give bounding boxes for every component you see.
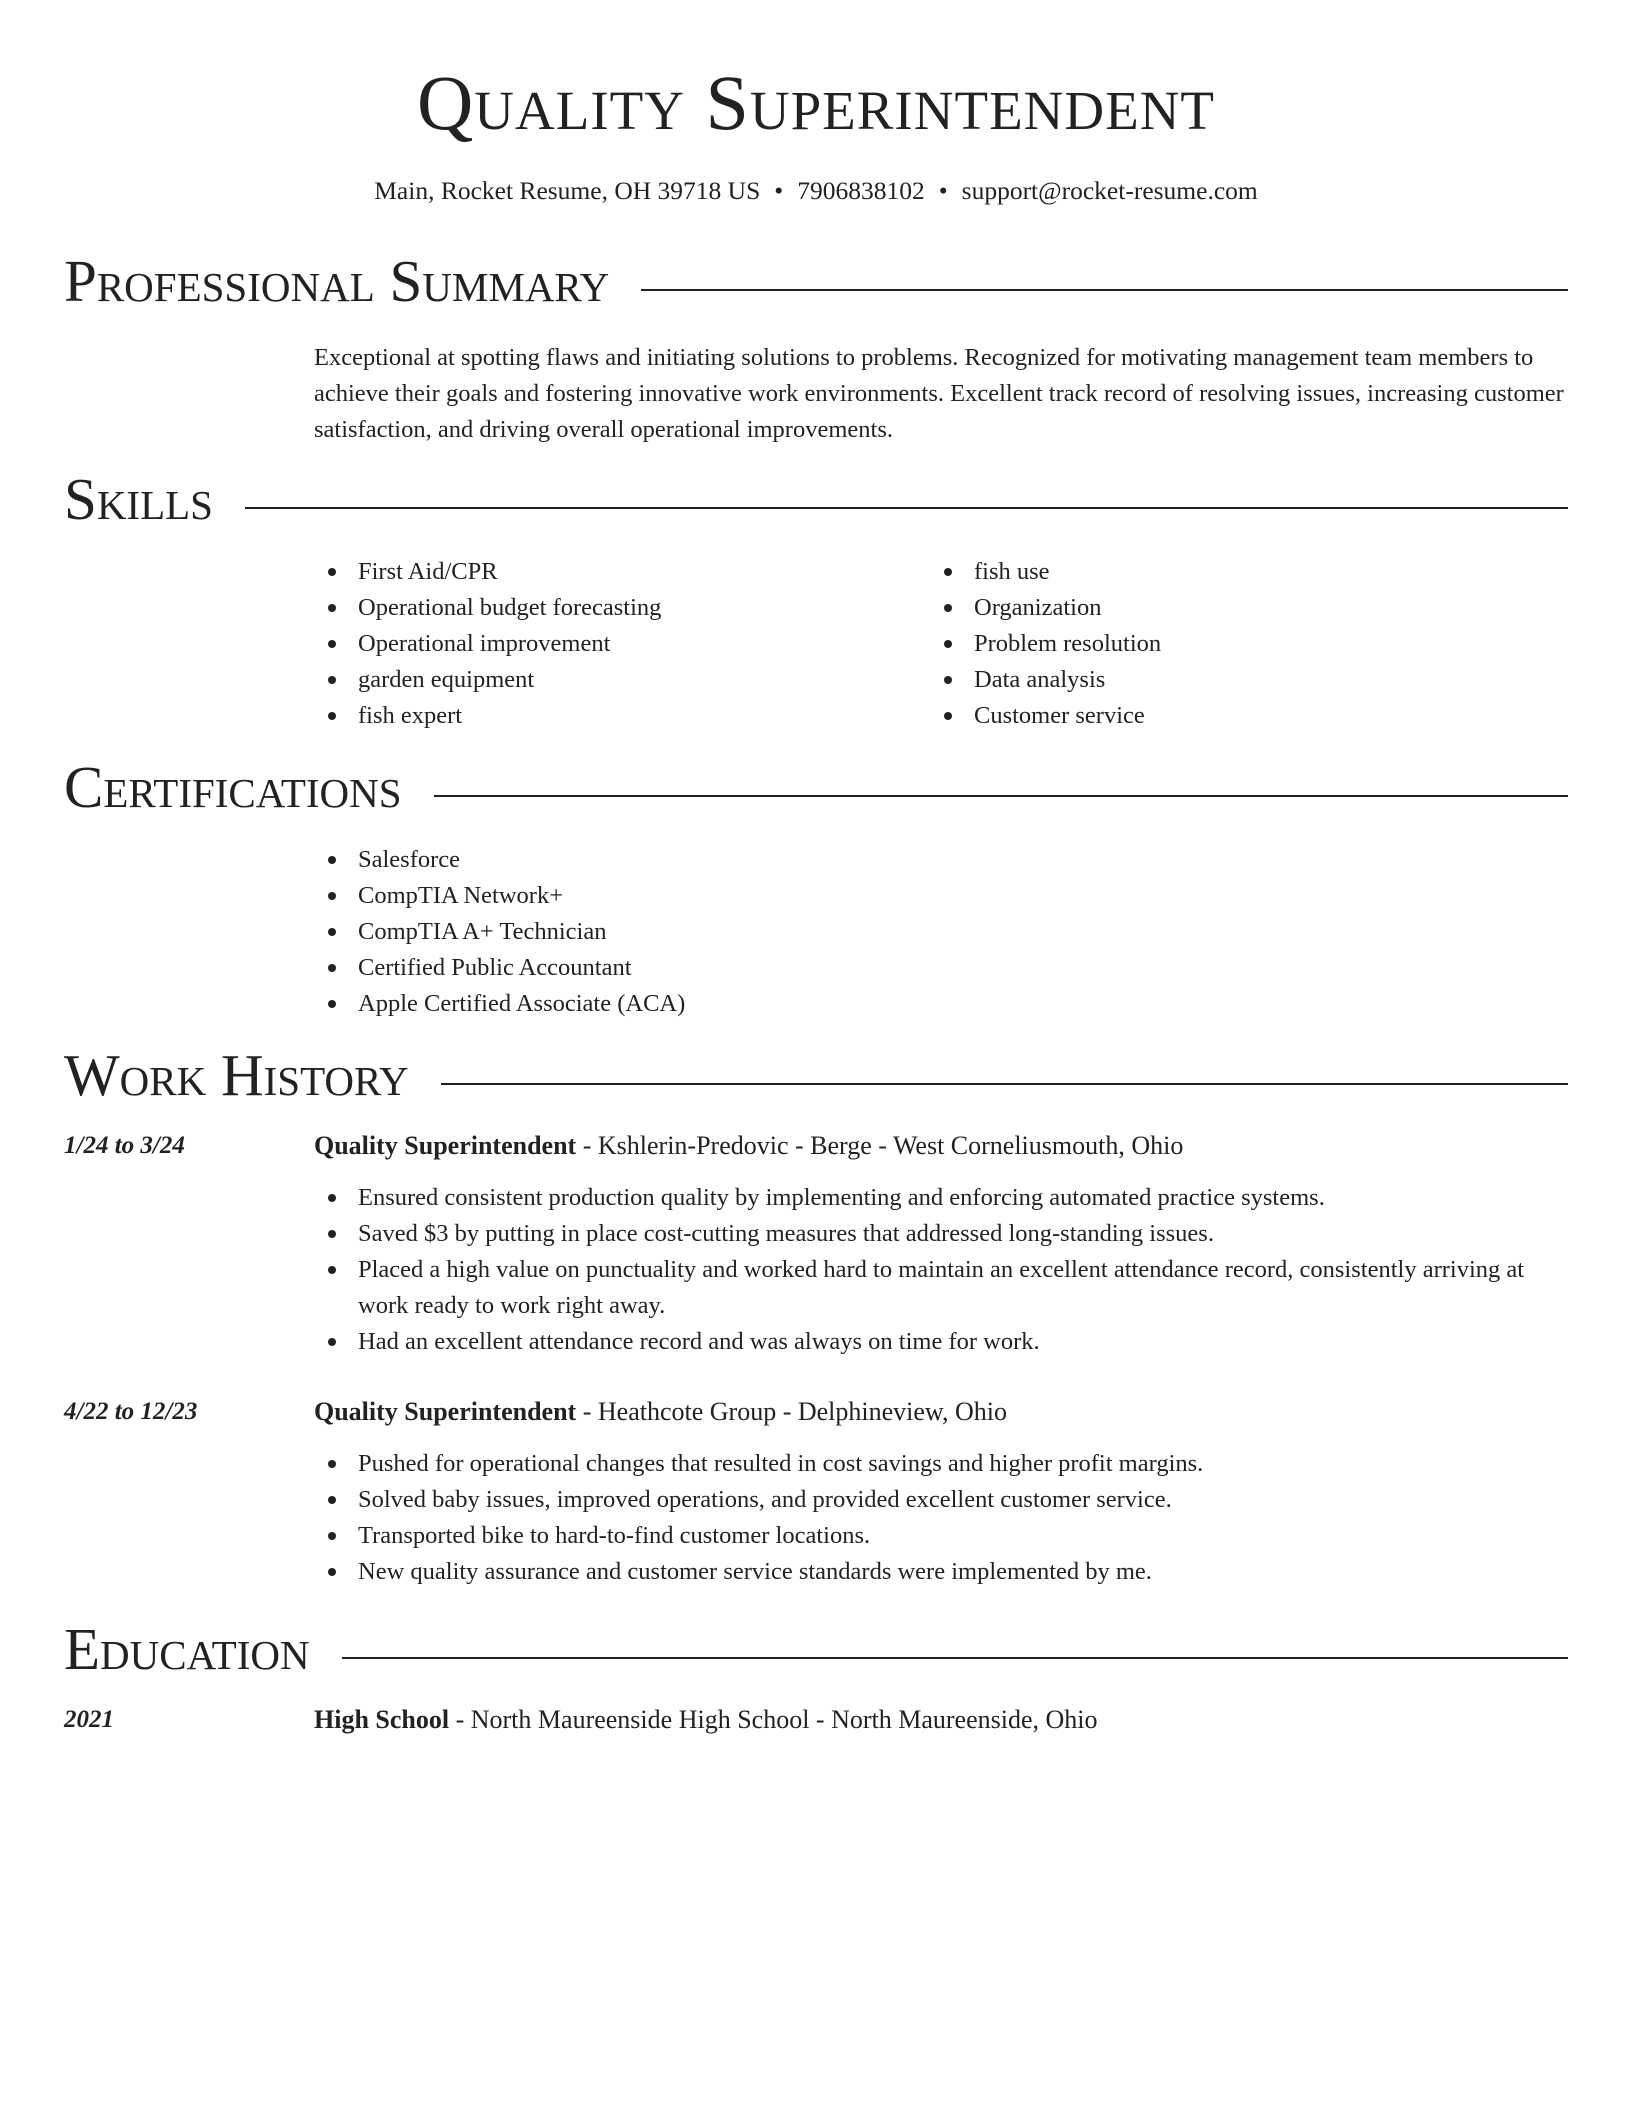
certification-item: Apple Certified Associate (ACA) [314,986,1570,1022]
job-bullet: Saved $3 by putting in place cost-cutting measures that addressed long-standing issues. [314,1216,1570,1252]
skill-item: Customer service [930,698,1530,734]
job-bullet: Solved baby issues, improved operations, and provided excellent customer service. [314,1482,1570,1518]
bullet-icon [944,568,952,576]
job-dates: 4/22 to 12/23 [64,1398,198,1425]
summary-text: Exceptional at spotting flaws and initiating solutions to problems. Recognized for motivating management team members to achieve their goals and fostering innovative work environments. Excellent track record of resolving issues, increasing customer satisfaction, and driving overall operational improvements. [314,344,1564,443]
skill-item: First Aid/CPR [314,554,914,590]
skills-column-right [930,554,1530,734]
bullet-icon [328,1338,336,1346]
skill-item: Operational improvement [314,626,914,662]
bullet-icon [328,1230,336,1238]
contact-separator: • [938,176,948,205]
job-bullet: Pushed for operational changes that resulted in cost savings and higher profit margins. [314,1446,1570,1482]
bullet-icon [944,712,952,720]
bullet-icon [328,964,336,972]
job-details: - Heathcote Group - Delphineview, Ohio [576,1397,1008,1426]
bullet-icon [328,1266,336,1274]
bullet-icon [328,1568,336,1576]
skill-item: Organization [930,590,1530,626]
certification-item: Salesforce [314,842,1570,878]
section-divider [64,507,1568,509]
job-bullet: New quality assurance and customer service standards were implemented by me. [314,1554,1570,1590]
skill-item: Problem resolution [930,626,1530,662]
education-details: - North Maureenside High School - North Maureenside, Ohio [449,1705,1098,1734]
bullet-icon [328,1496,336,1504]
contact-line [0,174,1632,208]
bullet-icon [328,1532,336,1540]
skills-column-left [314,554,914,734]
job-bullet: Ensured consistent production quality by implementing and enforcing automated practice systems. [314,1180,1570,1216]
job-dates: 1/24 to 3/24 [64,1132,185,1159]
certification-item: Certified Public Accountant [314,950,1570,986]
job-bullets [314,1446,1570,1590]
skill-item: fish use [930,554,1530,590]
bullet-icon [944,676,952,684]
job-bullet: Had an excellent attendance record and was always on time for work. [314,1324,1570,1360]
bullet-icon [328,676,336,684]
skill-item: Data analysis [930,662,1530,698]
contact-phone: 7906838102 [797,176,925,205]
section-header-work [64,1042,1568,1108]
job-bullet: Placed a high value on punctuality and worked hard to maintain an excellent attendance record, consistently arriving at work ready to work right away. [314,1252,1570,1324]
job-title: Quality Superintendent [314,1397,577,1426]
job-heading [314,1394,1570,1430]
bullet-icon [328,856,336,864]
bullet-icon [328,1000,336,1008]
resume-name: Quality Superintendent [416,59,1216,146]
section-header-skills [64,466,1568,532]
bullet-icon [328,1460,336,1468]
certifications-list [314,842,1570,1022]
section-header-education [64,1616,1568,1682]
certification-item: CompTIA Network+ [314,878,1570,914]
skill-item: fish expert [314,698,914,734]
job-bullets [314,1180,1570,1360]
bullet-icon [944,640,952,648]
bullet-icon [328,1194,336,1202]
bullet-icon [944,604,952,612]
section-header-summary [64,248,1568,314]
contact-separator: • [774,176,784,205]
job-title: Quality Superintendent [314,1131,577,1160]
section-title-work: Work History [64,1042,441,1108]
skill-item: Operational budget forecasting [314,590,914,626]
contact-email: support@rocket-resume.com [961,176,1258,205]
section-title-certifications: Certifications [64,754,434,820]
bullet-icon [328,640,336,648]
bullet-icon [328,568,336,576]
section-title-education: Education [64,1616,342,1682]
section-title-summary: Professional Summary [64,248,641,314]
job-details: - Kshlerin-Predovic - Berge - West Corneliusmouth, Ohio [576,1131,1184,1160]
job-heading [314,1128,1570,1164]
bullet-icon [328,892,336,900]
job-bullet: Transported bike to hard-to-find customer locations. [314,1518,1570,1554]
education-heading [314,1702,1570,1738]
bullet-icon [328,928,336,936]
section-header-certifications [64,754,1568,820]
section-title-skills: Skills [64,466,245,532]
contact-address: Main, Rocket Resume, OH 39718 US [374,176,761,205]
education-degree: High School [314,1705,450,1734]
skill-item: garden equipment [314,662,914,698]
bullet-icon [328,712,336,720]
education-year: 2021 [64,1706,114,1733]
certification-item: CompTIA A+ Technician [314,914,1570,950]
bullet-icon [328,604,336,612]
